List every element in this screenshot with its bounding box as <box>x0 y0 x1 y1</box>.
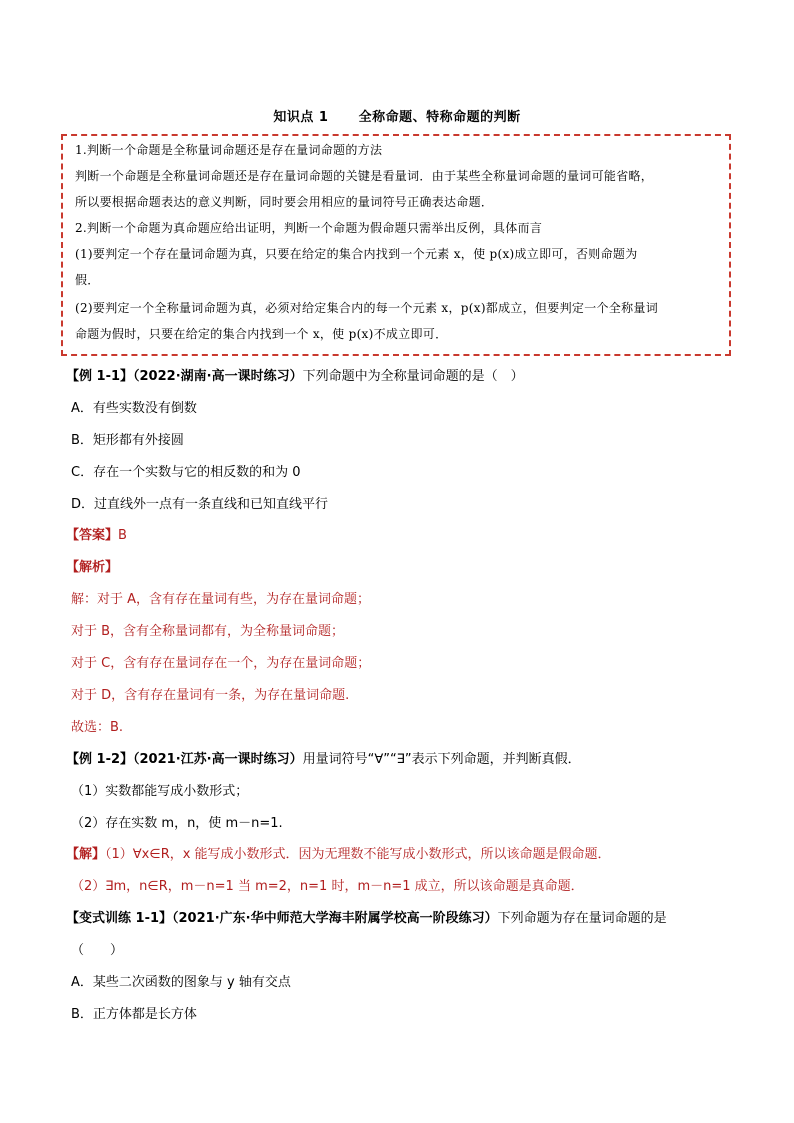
question-text: 用量词符号“∀”“∃”表示下列命题，并判断真假． <box>302 752 581 767</box>
solution-line-1 <box>66 846 611 864</box>
example-1-1-question <box>66 368 524 386</box>
question-item: （2）存在实数 m，n，使 m－n=1. <box>71 816 283 831</box>
box-line: (2)要判定一个全称量词命题为真，必须对给定集合内的每一个元素 x，p(x)都成立，但要判定一个全称量词 <box>75 301 658 315</box>
variation-label: 【变式训练 1-1】 <box>66 911 173 926</box>
example-1-2-question <box>66 751 581 769</box>
variation-source: （2021·广东·华中师范大学海丰附属学校高一阶段练习） <box>172 911 498 926</box>
box-line: (1)要判定一个存在量词命题为真，只要在给定的集合内找到一个元素 x，使 p(x)成立即可，否则命题为 <box>75 247 638 261</box>
box-line: 所以要根据命题表达的意义判断，同时要会用相应的量词符号正确表达命题． <box>75 195 494 209</box>
answer-parentheses: （ ） <box>71 943 124 958</box>
example-label: 【例 1-1】 <box>66 369 134 384</box>
analysis-line: 对于 B，含有全称量词都有，为全称量词命题； <box>71 624 345 639</box>
section-title: 知识点 1 全称命题、特称命题的判断 <box>273 110 521 125</box>
analysis-line: 对于 C，含有存在量词存在一个，为存在量词命题； <box>71 656 371 671</box>
question-text: 下列命题为存在量词命题的是 <box>497 911 667 926</box>
example-source: （2022·湖南·高一课时练习） <box>133 369 303 384</box>
option-d: D．过直线外一点有一条直线和已知直线平行 <box>71 497 329 512</box>
solution-line-2: （2）∃m，n∈R，m－n=1 当 m=2，n=1 时，m－n=1 成立，所以该命题是真命题． <box>71 879 584 894</box>
box-line: 命题为假时，只要在给定的集合内找到一个 x，使 p(x)不成立即可． <box>75 327 448 341</box>
solution-text: （1）∀x∈R，x 能写成小数形式．因为无理数不能写成小数形式，所以该命题是假命题． <box>105 847 611 862</box>
solution-label: 【解】 <box>66 847 106 862</box>
box-line: 1.判断一个命题是全称量词命题还是存在量词命题的方法 <box>75 143 383 157</box>
option-a: A．某些二次函数的图象与 y 轴有交点 <box>71 975 291 990</box>
box-line: 判断一个命题是全称量词命题还是存在量词命题的关键是看量词．由于某些全称量词命题的量词可能省略， <box>75 169 654 183</box>
example-label: 【例 1-2】 <box>66 752 134 767</box>
analysis-label: 【解析】 <box>66 560 119 575</box>
box-line: 2.判断一个命题为真命题应给出证明，判断一个命题为假命题只需举出反例，具体而言 <box>75 221 543 235</box>
answer-label: 【答案】 <box>66 528 119 543</box>
method-summary-box <box>61 134 731 356</box>
box-line: 假． <box>75 273 100 287</box>
answer-line <box>66 527 127 545</box>
question-text: 下列命题中为全称量词命题的是（ ） <box>302 369 524 384</box>
answer-value: B <box>118 528 127 543</box>
question-item: （1）实数都能写成小数形式； <box>71 784 249 799</box>
option-a: A．有些实数没有倒数 <box>71 401 197 416</box>
example-source: （2021·江苏·高一课时练习） <box>133 752 303 767</box>
option-b: B．正方体都是长方体 <box>71 1007 197 1022</box>
variation-1-1-question <box>66 910 667 928</box>
option-b: B．矩形都有外接圆 <box>71 433 184 448</box>
analysis-line: 对于 D，含有存在量词有一条，为存在量词命题. <box>71 688 350 703</box>
option-c: C．存在一个实数与它的相反数的和为 0 <box>71 465 301 480</box>
analysis-line: 解：对于 A，含有存在量词有些，为存在量词命题； <box>71 592 371 607</box>
analysis-line: 故选：B. <box>71 720 124 735</box>
